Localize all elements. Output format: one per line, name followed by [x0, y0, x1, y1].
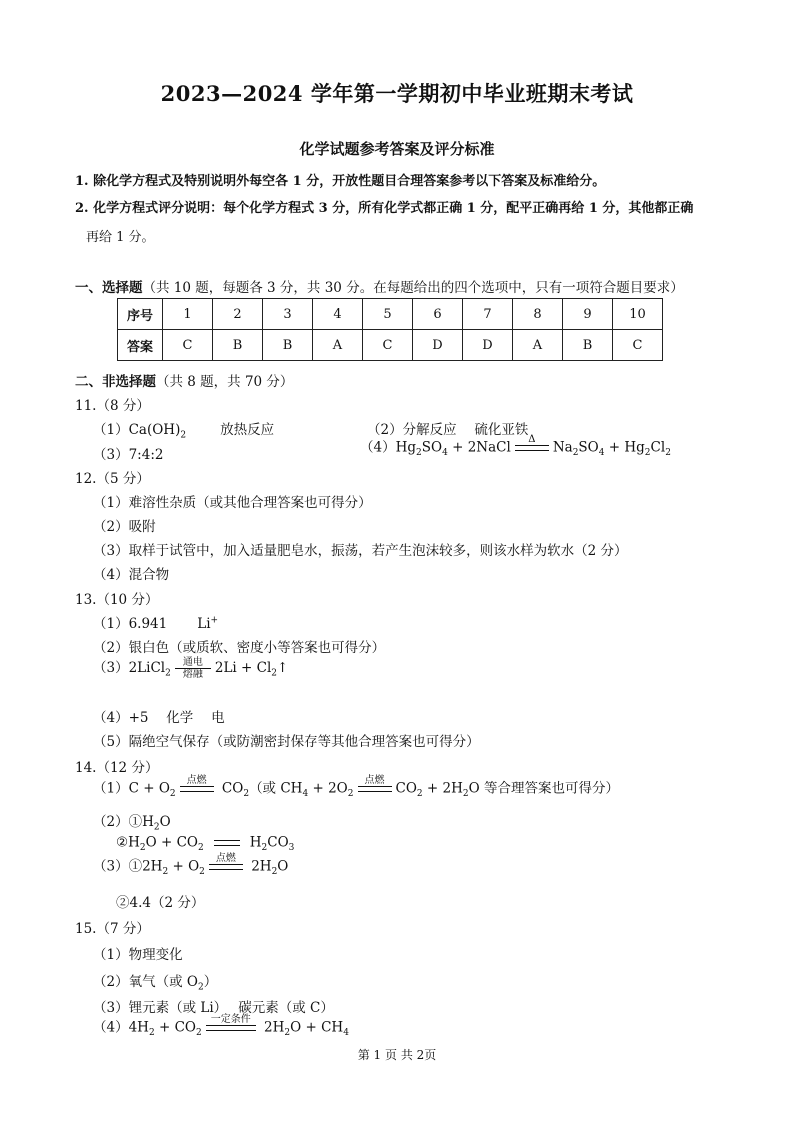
table-cell-number: 10	[613, 299, 663, 330]
reaction-arrow	[175, 657, 211, 680]
table-cell-answer: A	[313, 330, 363, 361]
reaction-condition: 点燃	[364, 775, 385, 786]
q11-heading: 11.（8 分）	[75, 398, 150, 414]
q14-answer-2-2: $②H_2O + CO_2$ $H_2CO_3$	[116, 829, 294, 857]
q15-answer-2: （2）氧气（或 $O_2$）	[93, 974, 218, 993]
q11-a1-label: （1）	[93, 422, 129, 438]
reaction-condition: 通电	[182, 657, 203, 668]
section-1-heading	[75, 276, 684, 296]
table-cell-answer: A	[513, 330, 563, 361]
section-1-title: 一、选择题	[75, 280, 143, 296]
q13-answer-3: （3）2LiCl$_2$ 通电 熔融 $2Li + Cl_2↑$	[93, 657, 289, 680]
q11-answer-1: $(1)Ca(OH)_2$ 放热反应	[93, 422, 275, 441]
reaction-arrow	[206, 1014, 256, 1042]
reaction-condition: Δ	[528, 434, 536, 445]
q13-answer-1: （1）6.941 Li+	[93, 615, 219, 632]
table-cell-answer: C	[363, 330, 413, 361]
page-title: 2023—2024 学年第一学期初中毕业班期末考试	[160, 81, 634, 106]
table-header-number: 序号	[118, 299, 163, 330]
answer-table-answer-row	[118, 330, 663, 361]
q13-answer-5: （5）隔绝空气保存（或防潮密封保存等其他合理答案也可得分）	[93, 734, 480, 750]
reaction-arrow	[180, 775, 214, 803]
table-cell-answer: D	[463, 330, 513, 361]
table-cell-answer: B	[213, 330, 263, 361]
table-cell-number: 1	[163, 299, 213, 330]
q12-answer-1: （1）难溶性杂质（或其他合理答案也可得分）	[93, 495, 372, 511]
q13-heading: 13.（10 分）	[75, 592, 159, 608]
page-subtitle: 化学试题参考答案及评分标准	[299, 140, 495, 158]
reaction-arrow	[358, 775, 392, 803]
table-cell-number: 2	[213, 299, 263, 330]
q13-answer-4: （4）+5 化学 电	[93, 710, 225, 726]
q14-a3-label: （3）①	[93, 858, 143, 875]
table-cell-number: 3	[263, 299, 313, 330]
q14-a2-2-label: ②	[116, 834, 129, 851]
q14-answer-3-1: $(3)①2H_2 + O_2$ 点燃 $2H_2O$	[93, 853, 288, 881]
answer-table-number-row	[118, 299, 663, 330]
q12-heading: 12.（5 分）	[75, 471, 150, 487]
reaction-condition: 点燃	[186, 775, 207, 786]
q14-heading: 14.（12 分）	[75, 760, 159, 776]
table-cell-answer: D	[413, 330, 463, 361]
q13-a3-label: （3）	[93, 660, 129, 676]
reaction-condition: 点燃	[215, 853, 236, 864]
q15-answer-3: （3）锂元素（或 Li） 碳元素（或 C）	[93, 1000, 334, 1016]
q14-answer-2-1: $(2)①H_2O$	[93, 814, 171, 833]
section-2-title: 二、非选择题	[75, 374, 156, 390]
q11-answer-2: （2）分解反应 硫化亚铁	[367, 422, 529, 438]
q12-answer-3: （3）取样于试管中，加入适量肥皂水，振荡，若产生泡沫较多，则该水样为软水（2 分）	[93, 543, 628, 559]
q11-a4-label: （4）	[360, 439, 396, 456]
q13-answer-2: （2）银白色（或质软、密度小等答案也可得分）	[93, 640, 386, 656]
page-footer: 第 1 页 共 2页	[357, 1048, 437, 1062]
table-cell-number: 6	[413, 299, 463, 330]
q15-a2-post: ）	[203, 974, 218, 990]
table-cell-number: 8	[513, 299, 563, 330]
q11-answer-3: （3）7:4:2	[93, 447, 164, 463]
table-cell-answer: C	[613, 330, 663, 361]
section-2-desc: （共 8 题，共 70 分）	[156, 374, 294, 390]
table-cell-number: 9	[563, 299, 613, 330]
q14-a1-tail: O 等合理答案也可得分）	[468, 780, 619, 797]
q14-a1-alt: （或 CH	[249, 780, 303, 797]
reaction-arrow	[515, 434, 549, 462]
scoring-note-2	[75, 197, 693, 216]
q12-answer-4: （4）混合物	[93, 567, 170, 583]
q13-a1-label: （1）6.941	[93, 616, 168, 632]
scoring-note-2-cont: 再给 1 分。	[86, 230, 155, 245]
table-header-answer: 答案	[118, 330, 163, 361]
table-cell-answer: B	[263, 330, 313, 361]
section-2-heading	[75, 370, 293, 390]
scoring-note-1: 1. 除化学方程式及特别说明外每空各 1 分，开放性题目合理答案参考以下答案及标准给分。	[75, 174, 606, 189]
table-cell-answer: B	[563, 330, 613, 361]
q15-a4-label: （4）	[93, 1019, 129, 1036]
q15-answer-4: $(4)4H_2 + CO_2$ 一定条件 $2H_2O + CH_4$	[93, 1014, 349, 1042]
q11-answer-4: $(4)Hg_2SO_4$ + 2NaCl Δ $Na_2SO_4 + Hg_2Cl_2$	[360, 434, 671, 462]
table-cell-number: 4	[313, 299, 363, 330]
q14-answer-1: $(1)C + O_2$ 点燃 $CO_2$（或 $CH_4 + 2O_2$ 点燃 $CO_2 + 2H_2O$ 等合理答案也可得分）	[93, 775, 619, 803]
q15-a2-pre: （2）氧气（或 O	[93, 974, 198, 990]
table-cell-number: 5	[363, 299, 413, 330]
scoring-note-2-text: 2. 化学方程式评分说明：每个化学方程式 3 分，所有化学式都正确 1 分，配平正确再给 1 分，其他都正确	[75, 201, 694, 216]
q14-answer-3-2: ②4.4（2 分）	[116, 895, 205, 911]
q14-a1-label: （1）	[93, 780, 129, 797]
q15-heading: 15.（7 分）	[75, 921, 150, 937]
q15-answer-1: （1）物理变化	[93, 947, 183, 963]
answer-table	[117, 298, 663, 361]
reaction-condition: 一定条件	[210, 1014, 251, 1025]
section-1-desc: （共 10 题，每题各 3 分，共 30 分。在每题给出的四个选项中，只有一项符合题目要求）	[142, 280, 684, 296]
table-cell-answer: C	[163, 330, 213, 361]
table-cell-number: 7	[463, 299, 513, 330]
q12-answer-2: （2）吸附	[93, 519, 156, 535]
q11-a1-text: 放热反应	[220, 422, 275, 438]
reaction-condition: 熔融	[182, 669, 203, 680]
q14-a2-label: （2）①	[93, 814, 143, 830]
reaction-arrow	[209, 853, 243, 881]
